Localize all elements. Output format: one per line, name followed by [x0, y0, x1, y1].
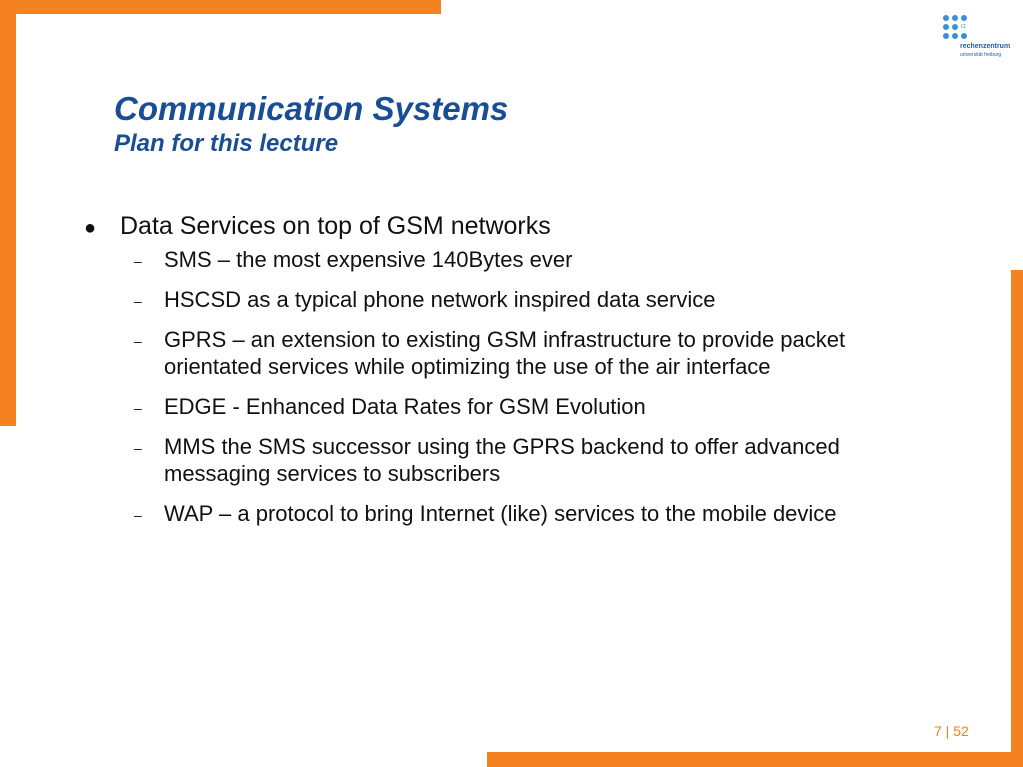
dash-bullet-icon: – [134, 507, 142, 523]
logo-line-1: rechenzentrum [960, 43, 1011, 50]
sub-bullet-list [84, 246, 944, 527]
sub-bullet-item [84, 286, 884, 313]
logo-dot-icon [952, 24, 958, 30]
logo-abbr: rz [961, 24, 966, 30]
logo-line-2: universität freiburg [960, 52, 1002, 58]
sub-bullet-item [84, 393, 884, 420]
sub-bullet-item [84, 326, 884, 380]
dash-bullet-icon: – [134, 253, 142, 269]
logo-dot-icon [952, 33, 958, 39]
logo-dot-icon [952, 15, 958, 21]
dash-bullet-icon: – [134, 333, 142, 349]
logo-dot-icon [961, 15, 967, 21]
right-orange-bar [1011, 270, 1023, 767]
slide-title: Communication Systems [114, 90, 509, 127]
main-bullet-text: Data Services on top of GSM networks [120, 212, 551, 240]
top-orange-bar [0, 0, 441, 14]
logo-dot-icon [943, 33, 949, 39]
sub-bullet-item [84, 433, 884, 487]
bullet-dot-icon: ● [84, 217, 97, 239]
dash-bullet-icon: – [134, 400, 142, 416]
sub-bullet-text: EDGE - Enhanced Data Rates for GSM Evolution [164, 394, 646, 419]
sub-bullet-item [84, 246, 884, 273]
sub-bullet-text: SMS – the most expensive 140Bytes ever [164, 247, 573, 272]
sub-bullet-text: WAP – a protocol to bring Internet (like) services to the mobile device [164, 501, 837, 526]
sub-bullet-text: HSCSD as a typical phone network inspired data service [164, 287, 716, 312]
logo-dot-icon [961, 33, 967, 39]
sub-bullet-text: MMS the SMS successor using the GPRS backend to offer advanced messaging services to subscribers [164, 434, 840, 486]
logo-dot-icon [943, 15, 949, 21]
dash-bullet-icon: – [134, 440, 142, 456]
sub-bullet-item [84, 500, 884, 527]
main-bullet-item [84, 210, 944, 243]
sub-bullet-text: GPRS – an extension to existing GSM infrastructure to provide packet orientated services while optimizing the use of the air interface [164, 327, 846, 379]
logo-dot-icon [943, 24, 949, 30]
bottom-orange-bar [487, 752, 1023, 767]
slide-content [84, 210, 944, 540]
dash-bullet-icon: – [134, 293, 142, 309]
page-number: 7 | 52 [934, 723, 969, 739]
left-orange-bar [0, 0, 16, 426]
university-logo [940, 14, 1015, 62]
slide-subtitle: Plan for this lecture [114, 130, 339, 157]
